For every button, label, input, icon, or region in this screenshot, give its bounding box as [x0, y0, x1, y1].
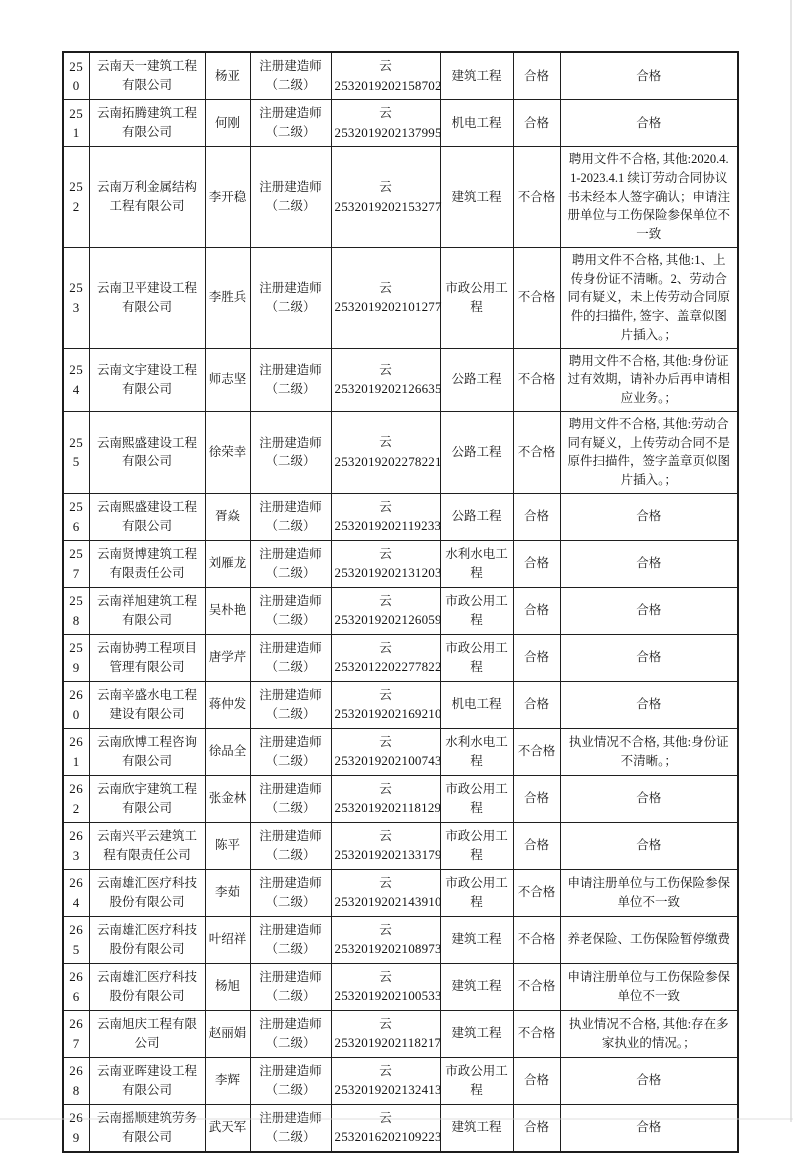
specialty-cell: 机电工程 — [440, 681, 513, 728]
cert-no-cell — [331, 681, 440, 728]
cert-type-line2: （二级） — [265, 1035, 316, 1050]
specialty-cell: 公路工程 — [440, 348, 513, 411]
cert-type-cell — [250, 493, 331, 540]
specialty-cell: 市政公用工程 — [440, 775, 513, 822]
remark-cell: 聘用文件不合格, 其他:1、上传身份证不清晰。2、劳动合同有疑义，未上传劳动合同原件的扫描件, 签字、盖章似图片插入。； — [560, 247, 738, 348]
cert-region-prefix: 云 — [379, 546, 392, 561]
cert-number: 2532019202119233 — [334, 518, 442, 534]
table-row — [63, 100, 738, 147]
seq-cell: 252 — [63, 147, 89, 248]
cert-type-line2: （二级） — [265, 847, 316, 862]
person-name-cell: 李开稳 — [205, 147, 250, 248]
person-name-cell: 武天军 — [205, 1104, 250, 1152]
remark-cell: 合格 — [560, 493, 738, 540]
cert-no-cell — [331, 1104, 440, 1152]
scan-edge-artifact-right — [790, 0, 792, 1122]
cert-type-cell — [250, 1104, 331, 1152]
table-row — [63, 1010, 738, 1057]
cert-type-line2: （二级） — [265, 299, 316, 314]
specialty-cell: 市政公用工程 — [440, 247, 513, 348]
result-cell: 合格 — [513, 52, 560, 100]
remark-cell: 执业情况不合格, 其他:存在多家执业的情况。； — [560, 1010, 738, 1057]
cert-region-prefix: 云 — [379, 280, 392, 295]
cert-number: 2532019202278221 — [334, 453, 442, 469]
company-cell: 云南雄汇医疗科技股份有限公司 — [89, 963, 205, 1010]
cert-region-prefix: 云 — [379, 105, 392, 120]
remark-cell: 申请注册单位与工伤保险参保单位不一致 — [560, 869, 738, 916]
person-name-cell: 李胜兵 — [205, 247, 250, 348]
scan-edge-artifact-bottom — [0, 1118, 793, 1120]
cert-type-line1: 注册建造师 — [259, 106, 322, 121]
cert-type-line1: 注册建造师 — [259, 1017, 322, 1031]
remark-cell: 合格 — [560, 587, 738, 634]
cert-type-cell — [250, 1057, 331, 1104]
cert-no-cell — [331, 493, 440, 540]
company-cell: 云南拓腾建筑工程有限公司 — [89, 100, 205, 147]
cert-no-cell — [331, 147, 440, 248]
cert-number: 2532019202132413 — [334, 1082, 442, 1098]
specialty-cell: 市政公用工程 — [440, 822, 513, 869]
cert-no-cell — [331, 348, 440, 411]
cert-type-line1: 注册建造师 — [259, 688, 322, 702]
table-row — [63, 493, 738, 540]
cert-type-cell — [250, 100, 331, 147]
cert-region-prefix: 云 — [379, 640, 392, 655]
cert-no-cell — [331, 1057, 440, 1104]
table-row — [63, 728, 738, 775]
cert-number: 2532019202158702 — [334, 77, 442, 93]
remark-cell: 合格 — [560, 822, 738, 869]
person-name-cell: 叶绍祥 — [205, 916, 250, 963]
cert-no-cell — [331, 247, 440, 348]
cert-type-line2: （二级） — [265, 753, 316, 768]
cert-region-prefix: 云 — [379, 1110, 392, 1125]
table-body — [63, 52, 738, 1152]
specialty-cell: 建筑工程 — [440, 963, 513, 1010]
cert-type-line1: 注册建造师 — [259, 280, 322, 295]
cert-type-line2: （二级） — [265, 198, 316, 213]
cert-region-prefix: 云 — [379, 435, 392, 450]
cert-type-line1: 注册建造师 — [259, 829, 322, 843]
company-cell: 云南辛盛水电工程建设有限公司 — [89, 681, 205, 728]
table-row — [63, 1104, 738, 1152]
seq-cell: 256 — [63, 493, 89, 540]
cert-type-line2: （二级） — [265, 941, 316, 956]
cert-number: 2532019202169210 — [334, 706, 442, 722]
specialty-cell: 建筑工程 — [440, 52, 513, 100]
remark-cell: 合格 — [560, 775, 738, 822]
specialty-cell: 水利水电工程 — [440, 540, 513, 587]
cert-number: 2532019202108973 — [334, 941, 442, 957]
cert-type-line1: 注册建造师 — [259, 641, 322, 655]
specialty-cell: 建筑工程 — [440, 916, 513, 963]
cert-no-cell — [331, 822, 440, 869]
cert-type-cell — [250, 587, 331, 634]
company-cell: 云南摇顺建筑劳务有限公司 — [89, 1104, 205, 1152]
cert-type-line2: （二级） — [265, 800, 316, 815]
result-cell: 合格 — [513, 681, 560, 728]
cert-type-cell — [250, 247, 331, 348]
remark-cell: 合格 — [560, 634, 738, 681]
cert-region-prefix: 云 — [379, 922, 392, 937]
cert-type-line1: 注册建造师 — [259, 1064, 322, 1078]
seq-cell: 264 — [63, 869, 89, 916]
remark-cell: 合格 — [560, 540, 738, 587]
cert-type-line2: （二级） — [265, 1082, 316, 1097]
specialty-cell: 市政公用工程 — [440, 1057, 513, 1104]
remark-cell: 合格 — [560, 100, 738, 147]
cert-type-cell — [250, 963, 331, 1010]
company-cell: 云南熙盛建设工程有限公司 — [89, 411, 205, 493]
result-cell: 合格 — [513, 100, 560, 147]
company-cell: 云南卫平建设工程有限公司 — [89, 247, 205, 348]
seq-cell: 258 — [63, 587, 89, 634]
cert-region-prefix: 云 — [379, 593, 392, 608]
result-cell: 合格 — [513, 493, 560, 540]
cert-type-line2: （二级） — [265, 454, 316, 469]
remark-cell: 养老保险、工伤保险暂停缴费 — [560, 916, 738, 963]
specialty-cell: 机电工程 — [440, 100, 513, 147]
remark-cell: 聘用文件不合格, 其他:劳动合同有疑义，上传劳动合同不是原件扫描件，签字盖章页似图片插入。； — [560, 411, 738, 493]
cert-no-cell — [331, 540, 440, 587]
person-name-cell: 杨亚 — [205, 52, 250, 100]
remark-cell: 合格 — [560, 1104, 738, 1152]
result-cell: 合格 — [513, 540, 560, 587]
cert-type-line2: （二级） — [265, 565, 316, 580]
cert-no-cell — [331, 52, 440, 100]
person-name-cell: 赵丽娟 — [205, 1010, 250, 1057]
cert-number: 2532019202143910 — [334, 894, 442, 910]
cert-no-cell — [331, 728, 440, 775]
cert-region-prefix: 云 — [379, 1063, 392, 1078]
result-cell: 不合格 — [513, 147, 560, 248]
company-cell: 云南协骋工程项目管理有限公司 — [89, 634, 205, 681]
cert-type-line1: 注册建造师 — [259, 735, 322, 749]
cert-region-prefix: 云 — [379, 828, 392, 843]
cert-type-cell — [250, 916, 331, 963]
result-cell: 不合格 — [513, 411, 560, 493]
cert-type-line1: 注册建造师 — [259, 970, 322, 984]
cert-number: 2532016202109223 — [334, 1129, 442, 1145]
seq-cell: 257 — [63, 540, 89, 587]
result-cell: 合格 — [513, 634, 560, 681]
cert-type-cell — [250, 411, 331, 493]
specialty-cell: 市政公用工程 — [440, 634, 513, 681]
cert-region-prefix: 云 — [379, 781, 392, 796]
cert-type-cell — [250, 869, 331, 916]
remark-cell: 聘用文件不合格, 其他:2020.4.1-2023.4.1 续订劳动合同协议书未经本人签字确认；申请注册单位与工伤保险参保单位不一致 — [560, 147, 738, 248]
cert-type-line2: （二级） — [265, 659, 316, 674]
company-cell: 云南兴平云建筑工程有限责任公司 — [89, 822, 205, 869]
remark-cell: 合格 — [560, 681, 738, 728]
cert-region-prefix: 云 — [379, 58, 392, 73]
cert-region-prefix: 云 — [379, 969, 392, 984]
table-row — [63, 869, 738, 916]
result-cell: 不合格 — [513, 348, 560, 411]
cert-type-cell — [250, 634, 331, 681]
table-row — [63, 52, 738, 100]
table-row — [63, 681, 738, 728]
company-cell: 云南亚晖建设工程有限公司 — [89, 1057, 205, 1104]
cert-number: 2532019202118217 — [334, 1035, 442, 1051]
person-name-cell: 杨旭 — [205, 963, 250, 1010]
company-cell: 云南欣博工程咨询有限公司 — [89, 728, 205, 775]
person-name-cell: 刘雁龙 — [205, 540, 250, 587]
cert-type-cell — [250, 348, 331, 411]
result-cell: 合格 — [513, 775, 560, 822]
cert-region-prefix: 云 — [379, 1016, 392, 1031]
remark-cell: 合格 — [560, 52, 738, 100]
cert-no-cell — [331, 587, 440, 634]
cert-no-cell — [331, 916, 440, 963]
person-name-cell: 徐品全 — [205, 728, 250, 775]
seq-cell: 269 — [63, 1104, 89, 1152]
seq-cell: 250 — [63, 52, 89, 100]
company-cell: 云南万利金属结构工程有限公司 — [89, 147, 205, 248]
cert-region-prefix: 云 — [379, 687, 392, 702]
cert-type-cell — [250, 540, 331, 587]
person-name-cell: 唐学芹 — [205, 634, 250, 681]
cert-number: 2532019202126635 — [334, 381, 442, 397]
seq-cell: 259 — [63, 634, 89, 681]
cert-type-cell — [250, 52, 331, 100]
table-row — [63, 540, 738, 587]
cert-number: 2532019202137995 — [334, 124, 442, 140]
seq-cell: 251 — [63, 100, 89, 147]
cert-no-cell — [331, 411, 440, 493]
seq-cell: 254 — [63, 348, 89, 411]
cert-type-line1: 注册建造师 — [259, 362, 322, 377]
cert-type-line2: （二级） — [265, 125, 316, 139]
table-row — [63, 1057, 738, 1104]
cert-no-cell — [331, 775, 440, 822]
seq-cell: 267 — [63, 1010, 89, 1057]
person-name-cell: 李辉 — [205, 1057, 250, 1104]
cert-number: 2532012202277822 — [334, 659, 442, 675]
specialty-cell: 建筑工程 — [440, 1104, 513, 1152]
result-cell: 不合格 — [513, 963, 560, 1010]
cert-type-line2: （二级） — [265, 1129, 316, 1144]
table-row — [63, 348, 738, 411]
cert-type-line2: （二级） — [265, 894, 316, 909]
company-cell: 云南雄汇医疗科技股份有限公司 — [89, 916, 205, 963]
cert-no-cell — [331, 634, 440, 681]
cert-type-cell — [250, 681, 331, 728]
cert-type-line1: 注册建造师 — [259, 180, 322, 195]
cert-region-prefix: 云 — [379, 362, 392, 377]
table-row — [63, 916, 738, 963]
seq-cell: 260 — [63, 681, 89, 728]
table-row — [63, 147, 738, 248]
seq-cell: 253 — [63, 247, 89, 348]
cert-type-line2: （二级） — [265, 988, 316, 1003]
remark-cell: 执业情况不合格, 其他:身份证不清晰。； — [560, 728, 738, 775]
seq-cell: 265 — [63, 916, 89, 963]
cert-type-line1: 注册建造师 — [259, 1111, 322, 1125]
cert-region-prefix: 云 — [379, 179, 392, 194]
seq-cell: 262 — [63, 775, 89, 822]
cert-type-cell — [250, 822, 331, 869]
cert-type-line1: 注册建造师 — [259, 876, 322, 890]
result-cell: 合格 — [513, 1057, 560, 1104]
result-cell: 不合格 — [513, 728, 560, 775]
seq-cell: 255 — [63, 411, 89, 493]
person-name-cell: 吴朴艳 — [205, 587, 250, 634]
cert-number: 2532019202133179 — [334, 847, 442, 863]
table-row — [63, 411, 738, 493]
specialty-cell: 市政公用工程 — [440, 587, 513, 634]
company-cell: 云南祥旭建筑工程有限公司 — [89, 587, 205, 634]
cert-no-cell — [331, 963, 440, 1010]
cert-number: 2532019202100743 — [334, 753, 442, 769]
table-row — [63, 775, 738, 822]
cert-type-line1: 注册建造师 — [259, 59, 322, 74]
cert-number: 2532019202101277 — [334, 299, 442, 315]
cert-type-cell — [250, 1010, 331, 1057]
cert-number: 2532019202100533 — [334, 988, 442, 1004]
cert-type-line2: （二级） — [265, 381, 316, 396]
person-name-cell: 张金林 — [205, 775, 250, 822]
result-cell: 合格 — [513, 587, 560, 634]
cert-number: 2532019202126059 — [334, 612, 442, 628]
table-row — [63, 587, 738, 634]
cert-number: 2532019202153277 — [334, 198, 442, 214]
seq-cell: 261 — [63, 728, 89, 775]
cert-type-line2: （二级） — [265, 706, 316, 721]
company-cell: 云南雄汇医疗科技股份有限公司 — [89, 869, 205, 916]
person-name-cell: 何刚 — [205, 100, 250, 147]
cert-type-line2: （二级） — [265, 612, 316, 627]
table-row — [63, 634, 738, 681]
remark-cell: 申请注册单位与工伤保险参保单位不一致 — [560, 963, 738, 1010]
cert-type-line1: 注册建造师 — [259, 594, 322, 608]
cert-number: 2532019202131203 — [334, 565, 442, 581]
result-cell: 不合格 — [513, 1010, 560, 1057]
seq-cell: 266 — [63, 963, 89, 1010]
table-row — [63, 822, 738, 869]
cert-type-line1: 注册建造师 — [259, 500, 322, 514]
seq-cell: 263 — [63, 822, 89, 869]
seq-cell: 268 — [63, 1057, 89, 1104]
result-cell: 合格 — [513, 1104, 560, 1152]
cert-type-line2: （二级） — [265, 518, 316, 533]
registry-table-container — [62, 51, 737, 1153]
specialty-cell: 市政公用工程 — [440, 869, 513, 916]
company-cell: 云南熙盛建设工程有限公司 — [89, 493, 205, 540]
cert-no-cell — [331, 869, 440, 916]
company-cell: 云南欣宇建筑工程有限公司 — [89, 775, 205, 822]
cert-region-prefix: 云 — [379, 499, 392, 514]
result-cell: 不合格 — [513, 247, 560, 348]
cert-region-prefix: 云 — [379, 734, 392, 749]
person-name-cell: 徐荣幸 — [205, 411, 250, 493]
result-cell: 合格 — [513, 822, 560, 869]
cert-no-cell — [331, 100, 440, 147]
result-cell: 不合格 — [513, 916, 560, 963]
company-cell: 云南天一建筑工程有限公司 — [89, 52, 205, 100]
company-cell: 云南旭庆工程有限公司 — [89, 1010, 205, 1057]
cert-type-line1: 注册建造师 — [259, 782, 322, 796]
cert-no-cell — [331, 1010, 440, 1057]
company-cell: 云南文宇建设工程有限公司 — [89, 348, 205, 411]
person-name-cell: 李茹 — [205, 869, 250, 916]
cert-type-cell — [250, 775, 331, 822]
table-row — [63, 963, 738, 1010]
person-name-cell: 蒋仲发 — [205, 681, 250, 728]
cert-type-line1: 注册建造师 — [259, 547, 322, 561]
remark-cell: 合格 — [560, 1057, 738, 1104]
cert-type-line1: 注册建造师 — [259, 923, 322, 937]
cert-type-line2: （二级） — [265, 78, 316, 92]
cert-number: 2532019202118129 — [334, 800, 442, 816]
company-cell: 云南贤博建筑工程有限责任公司 — [89, 540, 205, 587]
specialty-cell: 建筑工程 — [440, 147, 513, 248]
table-row — [63, 247, 738, 348]
specialty-cell: 水利水电工程 — [440, 728, 513, 775]
person-name-cell: 师志坚 — [205, 348, 250, 411]
cert-type-cell — [250, 728, 331, 775]
cert-type-cell — [250, 147, 331, 248]
remark-cell: 聘用文件不合格, 其他:身份证过有效期，请补办后再申请相应业务。； — [560, 348, 738, 411]
person-name-cell: 胥焱 — [205, 493, 250, 540]
specialty-cell: 建筑工程 — [440, 1010, 513, 1057]
cert-region-prefix: 云 — [379, 875, 392, 890]
registry-table — [62, 51, 739, 1153]
specialty-cell: 公路工程 — [440, 411, 513, 493]
result-cell: 不合格 — [513, 869, 560, 916]
specialty-cell: 公路工程 — [440, 493, 513, 540]
person-name-cell: 陈平 — [205, 822, 250, 869]
cert-type-line1: 注册建造师 — [259, 435, 322, 450]
